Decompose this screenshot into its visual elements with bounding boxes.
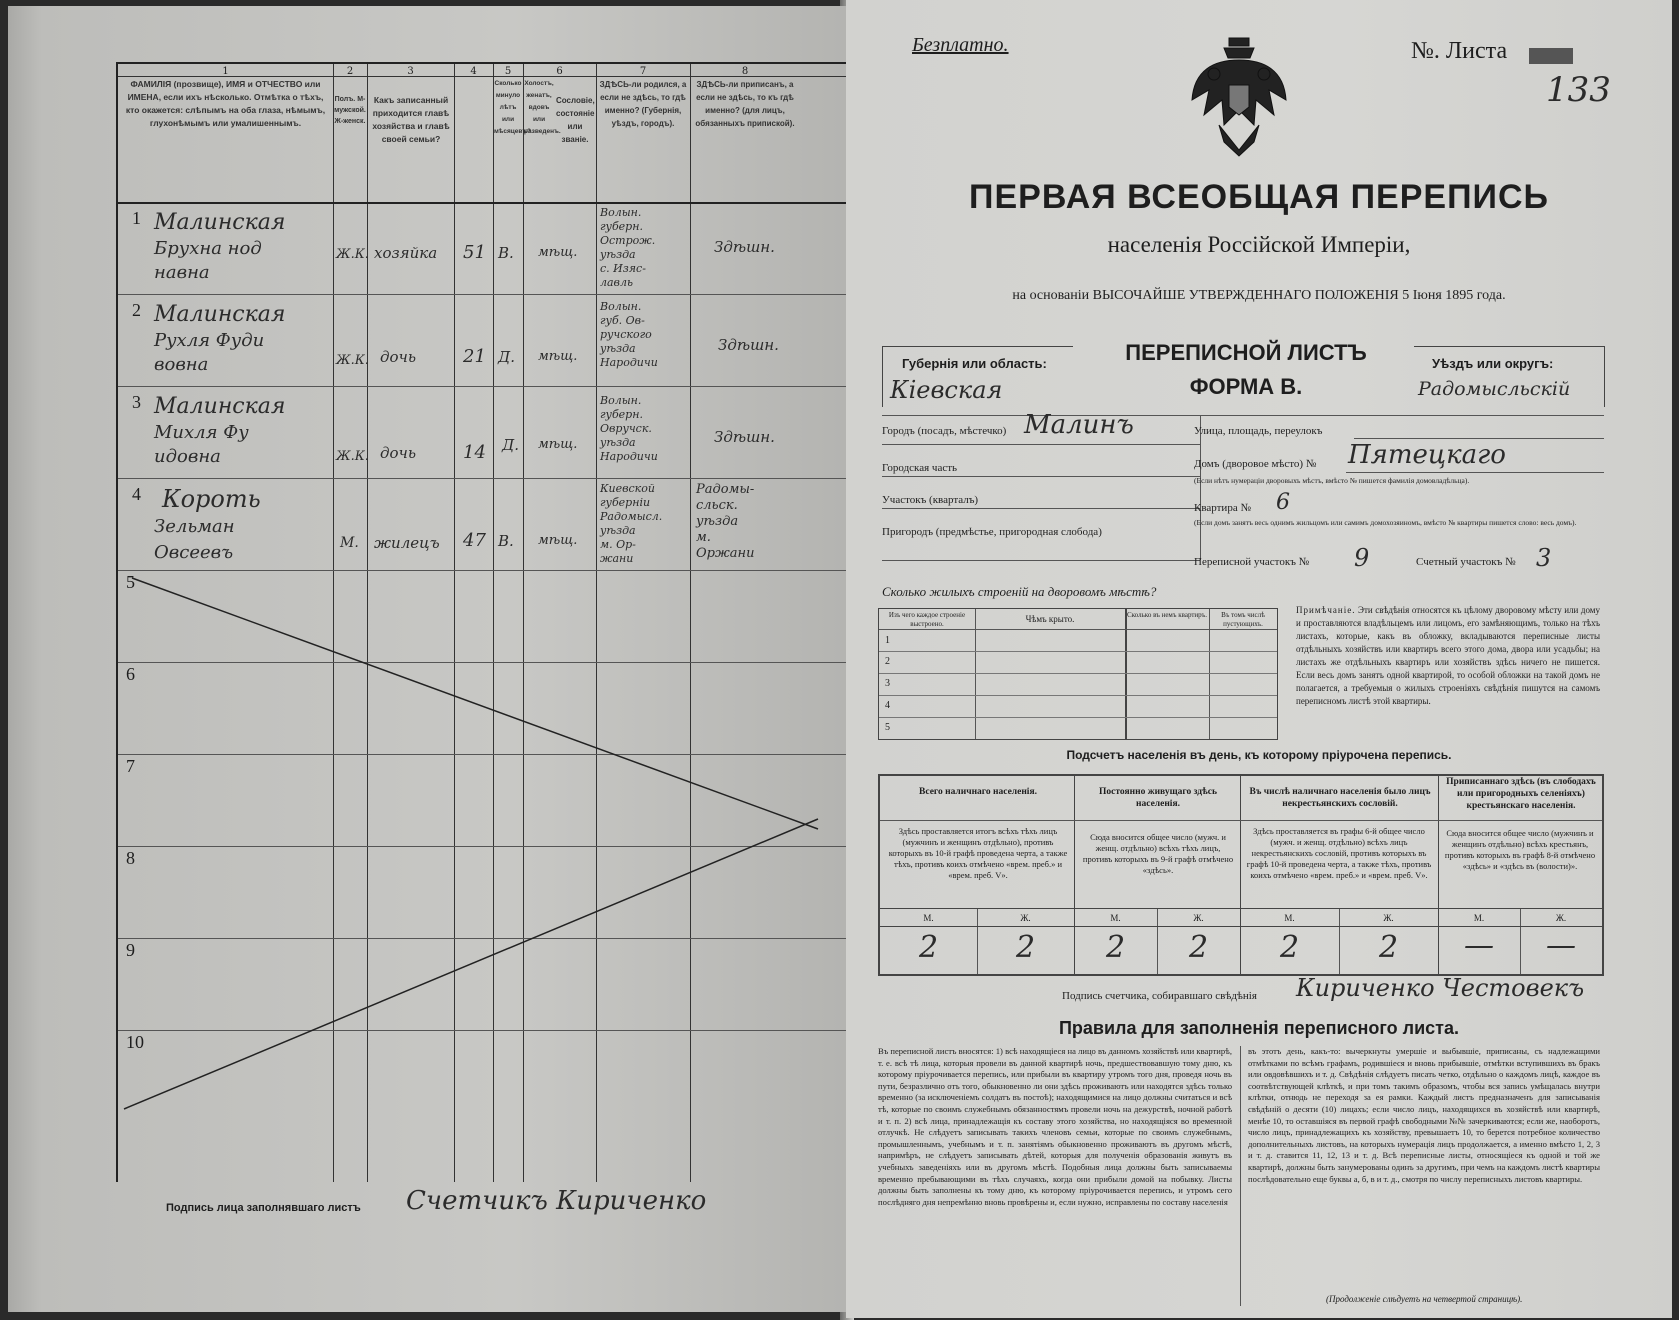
entry-marital: Д. (502, 436, 519, 454)
rules-column-1: Въ переписной листъ вносятся: 1) всѣ находящіеся на лицо въ данномъ хозяйствѣ или квартирѣ, т. е. всѣ тѣ лица, которыя провели въ данной квартирѣ ночь, предшествовавшую тому дню, къ которому пріурочивается перепись, или прибыли въ квартиру утромъ того дня, проведя ночь въ пути, безразлично отъ того, обыкновенно ли они здѣсь проживаютъ или находятся здѣсь только временно (за исключеніемъ солдатъ въ постоѣ); находящимися на лицо должны считаться и всѣ тѣ, которые по своимъ служебнымъ обязанностямъ провели ночь на дежурствѣ, ночной работѣ и т. п. 2) всѣ лица, принадлежащія къ составу этого хозяйства, но находящіяся во временной отлучкѣ. Не слѣдуетъ записывать такихъ членовъ семьи, которые по своимъ служебнымъ, промышленнымъ, учебнымъ и т. п. занятіямъ обыкновенно проживаютъ въ другомъ мѣстѣ, напримѣръ, не слѣдуетъ записывать дѣтей, которыя для полученія образованія живутъ въ учебныхъ заведеніяхъ или въ другомъ мѣстѣ. Подобныя лица должны быть записываемы временно пребывающими въ тѣхъ случаяхъ, когда они прибыли домой на побывку. Листы должны быть заполнены къ тому дню, къ которому пріурочивается перепись, и утромъ сего послѣдняго дня непремѣнно вновь провѣрены и, если нужно, исправлены по составу населенія (878, 1046, 1232, 1207)
house-label: Домъ (дворовое мѣсто) № (1194, 458, 1317, 470)
birth-line: Радомысл. (600, 510, 663, 523)
buildings-row-number: 5 (885, 722, 890, 733)
row-number: 4 (132, 484, 141, 504)
column-number: 7 (639, 66, 647, 77)
buildings-header: Чѣмъ крыто. (1025, 614, 1075, 624)
entry-registration: Здѣшн. (714, 238, 775, 256)
entry-name: Малинская (154, 210, 286, 235)
column-header-estate: Сословіе, состояніе или званіе. (556, 96, 595, 144)
row-number: 9 (126, 940, 135, 960)
column-header-registration: ЗДѢСЬ-ли приписанъ, а если не здѣсь, то къ гдѣ именно? (для лицъ, обязанныхъ припиской). (695, 80, 795, 128)
note-title: Примѣчаніе. (1296, 605, 1356, 615)
census-table (116, 62, 854, 1182)
census-area-label: Переписной участокъ № (1194, 556, 1310, 568)
apartment-label: Квартира № (1194, 502, 1251, 514)
sex-label: Ж. (1555, 913, 1567, 923)
row-rule (880, 820, 1602, 821)
field-rule (882, 476, 1200, 477)
sex-label: Ж. (1193, 913, 1204, 923)
column-number: 6 (556, 66, 563, 77)
entry-name: Овсеевъ (154, 542, 234, 563)
buildings-row-number: 1 (885, 635, 890, 646)
registration-line: Оржани (696, 546, 755, 561)
buildings-row-number: 2 (885, 656, 890, 667)
entry-estate: мѣщ. (538, 349, 578, 364)
row-number: 5 (126, 572, 135, 592)
count-value: 2 (918, 930, 939, 965)
apartment-note: (Если домъ занятъ весь однимъ жильцомъ или самимъ домохозяиномъ, вмѣсто № квартиры пишется слово: весь домъ). (1194, 518, 1577, 527)
entry-sex: Ж.К. (336, 353, 369, 368)
page-subtitle: населенія Россійской Имперіи, (1107, 232, 1411, 257)
row-rule (879, 673, 1277, 674)
entry-name: Рухля Фуди (154, 330, 265, 351)
row-number: 3 (132, 392, 141, 412)
count-value: — (1546, 928, 1576, 963)
birth-line: губ. Ов- (600, 314, 645, 327)
column-number: 5 (504, 66, 512, 77)
left-page (8, 6, 846, 1312)
free-label: Безплатно. (912, 34, 1009, 56)
birth-line: губерн. (600, 220, 643, 233)
column-header-name: ФАМИЛІЯ (прозвище), ИМЯ и ОТЧЕСТВО или ИМЕНА, если ихъ нѣсколько. Отмѣтка о тѣхъ, кто окажется: слѣпымъ на оба глаза, нѣмымъ, глухонѣмымъ или умалишеннымъ. (125, 79, 326, 128)
buildings-note (1296, 604, 1600, 708)
uezd-label: Уѣздъ или округъ: (1432, 356, 1554, 371)
column-header-birthplace: ЗДѢСЬ-ли родился, а если не здѣсь, то гдѣ именно? (Губернія, уѣздъ, городъ). (599, 80, 687, 128)
birth-line: уѣзда (600, 524, 636, 537)
sex-label: Ж. (1020, 913, 1031, 923)
entry-sex: Ж.К. (336, 247, 369, 262)
count-value: — (1464, 928, 1494, 963)
entry-age: 47 (463, 530, 486, 551)
birth-line: Волын. (600, 300, 642, 313)
field-rule (882, 444, 1200, 445)
continued-note: (Продолженіе слѣдуетъ на четвертой страницѣ). (1326, 1294, 1523, 1304)
birth-line: лавль (600, 276, 633, 289)
buildings-row-number: 3 (885, 678, 890, 689)
sex-label: М. (923, 913, 934, 923)
birth-line: м. Ор- (600, 538, 636, 551)
counting-area-value: 3 (1536, 544, 1552, 572)
entry-marital: В. (498, 244, 514, 262)
row-rule (879, 651, 1277, 652)
entry-name: Малинская (154, 302, 286, 327)
form-title: ПЕРЕПИСНОЙ ЛИСТЪ (1125, 340, 1367, 365)
birth-line: губерніи (600, 496, 651, 509)
column-header-sex: Полъ. М-мужской. Ж-женск. (334, 96, 366, 125)
suburb-label: Пригородъ (предмѣстье, пригородная слобода) (882, 526, 1102, 538)
birth-line: уѣзда (600, 436, 636, 449)
birth-line: Народичи (600, 356, 658, 369)
guberniya-label: Губернія или область: (902, 356, 1047, 371)
sex-label: Ж. (1383, 913, 1394, 923)
registration-line: уѣзда (696, 514, 739, 529)
count-header: Приписаннаго здѣсь (въ слободахъ или пригородныхъ селеніяхъ) крестьянскаго населенія. (1446, 777, 1596, 811)
buildings-header: Въ томъ числѣ пустующихъ. (1221, 611, 1265, 628)
buildings-header: Сколько въ немъ квартиръ. (1126, 611, 1208, 619)
entry-sex: М. (340, 535, 359, 551)
buildings-row-number: 4 (885, 700, 890, 711)
strike-through-lines (118, 64, 854, 1182)
birth-line: Острож. (600, 234, 656, 247)
row-number: 2 (132, 300, 141, 320)
sheet-number-value: 133 (1546, 70, 1611, 110)
birth-line: жани (600, 552, 634, 565)
row-number: 8 (126, 848, 135, 868)
entry-name: Зельман (154, 516, 235, 537)
field-rule (1346, 472, 1604, 473)
count-header: Въ числѣ наличнаго населенія было лицъ некрестьянскихъ сословій. (1249, 787, 1431, 809)
entry-name: Михля Фу (154, 422, 249, 443)
count-value: 2 (1378, 930, 1399, 965)
rules-divider (1240, 1046, 1241, 1306)
rules-title: Правила для заполненія переписного листа. (1058, 1018, 1460, 1038)
entry-age: 51 (463, 242, 486, 263)
count-note: Сюда вносится общее число (мужч. и женщ. отдѣльно) всѣхъ тѣхъ лицъ, противъ которыхъ въ 9-й графѣ отмѣчено «здѣсь». (1082, 832, 1234, 875)
address-rule (882, 415, 1604, 416)
enumerator-value: Кириченко Честовекъ (1296, 974, 1585, 1002)
count-header: Постоянно живущаго здѣсь населенія. (1099, 787, 1217, 809)
entry-relation: дочь (380, 348, 417, 366)
registration-line: сльск. (696, 498, 738, 513)
signature-label: Подпись лица заполнявшаго листъ (166, 1202, 361, 1214)
row-rule (879, 717, 1277, 718)
column-header-age: Сколько минуло лѣтъ или мѣсяцевъ? (494, 80, 531, 135)
enumerator-label: Подпись счетчика, собиравшаго свѣдѣнія (1062, 990, 1257, 1002)
district-label: Участокъ (кварталъ) (882, 494, 979, 506)
birth-line: уѣзда (600, 248, 636, 261)
birth-line: Народичи (600, 450, 658, 463)
sex-label: М. (1110, 913, 1121, 923)
signature-value: Счетчикъ Кириченко (406, 1186, 707, 1216)
birth-line: губерн. (600, 408, 643, 421)
sheet-number-label: №. Листа (1411, 38, 1508, 64)
count-value: 2 (1105, 930, 1126, 965)
entry-name: идовна (154, 446, 221, 467)
column-number: 2 (346, 66, 354, 77)
birth-line: с. Изяс- (600, 262, 646, 275)
birth-line: Волын. (600, 394, 642, 407)
count-note: Здѣсь проставляется въ графы 6-й общее число (мужч. и женщ. отдѣльно) всѣхъ лицъ некрестьянскихъ сословій, противъ которыхъ въ графѣ 10-й проведена черта, а также тѣхъ, противъ коихъ отмѣчено «врем. преб.» и «врем. преб. V». (1246, 826, 1432, 880)
uezd-value: Радомысльскій (1418, 378, 1571, 400)
entry-estate: мѣщ. (538, 437, 578, 452)
row-number: 7 (126, 756, 135, 776)
buildings-header: Изъ чего каждое строеніе выстроено. (888, 611, 966, 628)
house-note: (Если нѣтъ нумераціи дворовыхъ мѣстъ, вмѣсто № пишется фамилія домовладѣльца). (1194, 476, 1470, 485)
page-title: ПЕРВАЯ ВСЕОБЩАЯ ПЕРЕПИСЬ (969, 178, 1549, 216)
row-rule (879, 695, 1277, 696)
count-header: Всего наличнаго населенія. (919, 787, 1037, 797)
column-number: 8 (741, 66, 749, 77)
note-text: Эти свѣдѣнія относятся къ цѣлому дворовому мѣсту или дому и проставляются владѣльцемъ или лицомъ, его замѣняющимъ, только на тѣхъ листахъ, которые, какъ въ обложку, вкладываются переписные листы отдѣльныхъ хозяйствъ или квартиръ всего этого дома, двора или усадьбы; на листахъ же отдѣльныхъ квартиръ или хозяйствъ здѣсь ничего не пишется. Если весь домъ занятъ одной квартирой, то особой обложки на такой домъ не полагается, а требуемыя о жилыхъ строеніяхъ свѣдѣнія пишутся на самомъ переписномъ листѣ этой квартиры. (1296, 605, 1600, 706)
entry-registration: Здѣшн. (718, 336, 779, 354)
birth-line: ручского (600, 328, 652, 341)
sex-label: М. (1473, 913, 1485, 923)
redaction-mark (1529, 48, 1573, 64)
entry-age: 21 (463, 346, 486, 367)
right-page (846, 0, 1672, 1318)
guberniya-value: Кіевская (890, 376, 1003, 404)
sex-label: М. (1284, 913, 1295, 923)
row-number: 1 (132, 208, 141, 228)
counting-area-label: Счетный участокъ № (1416, 556, 1516, 568)
city-part-label: Городская часть (882, 462, 958, 474)
double-headed-eagle-emblem (1184, 30, 1294, 160)
street-label: Улица, площадь, переулокъ (1194, 425, 1323, 437)
entry-estate: мѣщ. (538, 533, 578, 548)
entry-age: 14 (463, 442, 486, 463)
registration-line: м. (696, 530, 711, 545)
entry-name: Малинская (154, 394, 286, 419)
entry-marital: Д. (498, 348, 515, 366)
count-table (878, 774, 1604, 976)
entry-name: вовна (154, 354, 209, 375)
buildings-table (878, 608, 1278, 740)
column-header-marital: Холостъ, женатъ, вдовъ или разведенъ. (524, 80, 561, 135)
row-rule (880, 908, 1602, 909)
buildings-question: Сколько жилыхъ строеній на дворовомъ мѣстѣ? (882, 584, 1157, 599)
entry-marital: В. (498, 532, 514, 550)
census-area-value: 9 (1354, 544, 1370, 572)
count-value: 2 (1188, 930, 1209, 965)
birth-line: уѣзда (600, 342, 636, 355)
registration-line: Радомы- (696, 482, 755, 497)
city-label: Городъ (посадъ, мѣстечко) (882, 425, 1007, 437)
entry-relation: хозяйка (374, 244, 438, 262)
entry-estate: мѣщ. (538, 245, 578, 260)
rules-column-2: въ этотъ день, какъ-то: вычеркнуты умершіе и выбывшіе, приписаны, съ надлежащими отмѣтками по всѣмъ графамъ, родившіеся и вновь прибывшіе, отмѣтки вступившихъ въ бракъ или овдовѣвшихъ и т. д. Свѣдѣнія слѣдуетъ писать четко, отдѣльно о каждомъ лицѣ, каждое въ соотвѣтствующей клѣткѣ, и при томъ такимъ образомъ, чтобы вся запись умѣщалась внутри клѣтки, отнюдь не переходя за ея рамки. Каждый листъ предназначенъ для записыванія свѣдѣній о десяти (10) лицахъ; если число лицъ, находящихся въ хозяйствѣ или квартирѣ, менѣе 10, то оставшіяся въ первой графѣ свободными №№ зачеркиваются; если же, наоборотъ, число лицъ, принадлежащихъ къ хозяйству, превышаетъ 10, то берется потребное количество дополнительныхъ листовъ, на которыхъ нумерація лицъ продолжается, а именно вмѣсто 1, 2, 3 и т. д. ставится 11, 12, 13 и т. д. Всѣ переписные листы, относящіеся къ одной и той же квартирѣ, должны быть занумерованы одинъ за другимъ, при чемъ на каждомъ листѣ квартиры послѣдовательно еще буквы а, б, в и т. д., смотря по числу переписныхъ листовъ квартиры. (1248, 1046, 1600, 1184)
entry-registration: Здѣшн. (714, 428, 775, 446)
house-value: Пятецкаго (1348, 440, 1506, 470)
entry-name: Короть (162, 485, 261, 513)
field-rule (882, 560, 1200, 561)
field-rule (1354, 438, 1604, 439)
count-value: 2 (1015, 930, 1036, 965)
column-number: 1 (222, 66, 229, 77)
count-note: Здѣсь проставляется итогъ всѣхъ тѣхъ лицъ (мужчинъ и женщинъ отдѣльно), противъ которыхъ въ 10-й графѣ проведена черта, а также тѣхъ, противъ коихъ отмѣчено «врем. преб.» и «врем. преб. V». (888, 826, 1068, 880)
column-number: 3 (407, 66, 414, 77)
city-value: Малинъ (1024, 410, 1134, 440)
apartment-value: 6 (1276, 490, 1290, 515)
field-rule (882, 508, 1200, 509)
entry-name: Брухна нод (154, 238, 262, 259)
row-number: 6 (126, 664, 135, 684)
birth-line: Овручск. (600, 422, 652, 435)
row-rule (880, 926, 1602, 927)
row-rule (879, 629, 1277, 630)
birth-line: Волын. (600, 206, 642, 219)
birth-line: Киевской (600, 482, 655, 495)
entry-sex: Ж.К. (336, 449, 369, 464)
entry-relation: жилецъ (374, 534, 440, 552)
basis-line: на основаніи ВЫСОЧАЙШЕ УТВЕРЖДЕННАГО ПОЛОЖЕНІЯ 5 Іюня 1895 года. (1012, 288, 1506, 303)
count-title: Подсчетъ населенія въ день, къ которому пріурочена перепись. (1066, 748, 1452, 762)
entry-relation: дочь (380, 444, 417, 462)
count-value: 2 (1279, 930, 1300, 965)
column-header-relation: Какъ записанный приходится главѣ хозяйства и главѣ своей семьи? (372, 95, 450, 144)
row-number: 10 (126, 1032, 144, 1052)
form-name: ФОРМА В. (1189, 374, 1303, 399)
column-number: 4 (470, 66, 477, 77)
entry-name: навна (154, 262, 210, 283)
count-note: Сюда вносится общее число (мужчинъ и женщинъ отдѣльно) всѣхъ крестьянъ, противъ которыхъ въ графѣ 8-й отмѣчено «здѣсь» и «здѣсь въ (волости)». (1444, 828, 1596, 871)
